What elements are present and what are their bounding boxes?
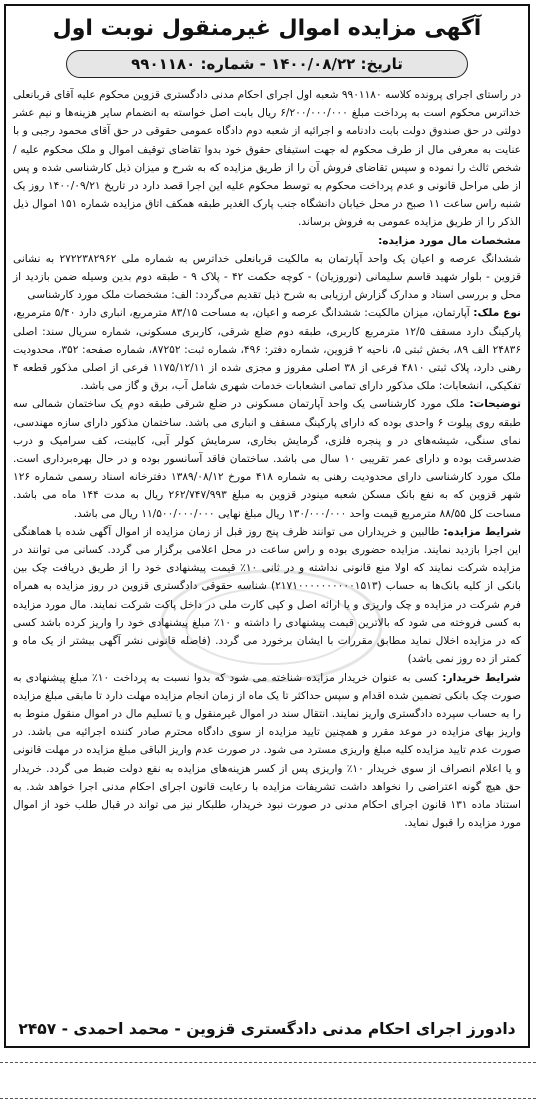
intro-paragraph: در راستای اجرای پرونده کلاسه ۹۹۰۱۱۸۰ شعبه اول اجرای احکام مدنی دادگستری قزوین محکوم علیه آقای قربانعلی خداترس محکوم است به پرداخت مبلغ ۶/۲۰۰/۰۰۰/۰۰۰ ریال بابت اصل خواسته به انضمام سایر هزینه‌ها و نیم عشر دولتی در حق صندوق دولت بابت دادنامه و اجرائیه از شعبه دوم دادگاه عمومی حقوقی در حق آقای محمود رجبی و با عنایت به معرفی مال از طرف محکوم له جهت استیفای حقوق خود بدوا تقاضای توقیف اموال و ملک محکوم علیه / شخص ثالث را نموده و سپس تقاضای فروش آن را از طریق مزایده که به شرح و میزان ذیل کارشناسی شده و پس از طی مراحل قانونی و عدم پرداخت محکوم به توسط محکوم علیه این اجرا قصد دارد در تاریخ ۱۴۰۰/۰۹/۲۱ روز یک شنبه راس ساعت ۱۱ صبح در محل خیابان دانشگاه جنب پارک الغدیر طبقه همکف اتاق مزایده شماره ۱۵۱ اموال ذیل الذکر را از طریق مزایده عمومی به فروش برساند. [13, 89, 522, 229]
description-text: ملک مورد کارشناسی یک واحد آپارتمان مسکونی در ضلع شرقی طبقه دوم یک ساختمان شمالی سه طبقه روی پیلوت ۶ واحدی بوده که دارای پارکینگ مسقف و انباری می باشد. ساختمان مذکور دارای سازه مهندسی، نمای سنگی، شیشه‌های در و پنجره فلزی، گرمایش بخاری، سرمایش کولر آبی، کابینت، کف سرامیک و درب ضدسرقت بوده و دارای عمر تقریبی ۱۰ سال می باشد. ساختمان فاقد آسانسور بوده و در حال بهره‌برداری است. ملک مورد کارشناسی دارای محدودیت رهنی به شماره ۴۱۸ مورخ ۱۳۸۹/۰۸/۱۲ دفترخانه اسناد رسمی شماره ۱۲۶ شهر قزوین که به نفع بانک مسکن شعبه مینودر قزوین به مبلغ ۲۶۲/۷۴۷/۹۹۳ ریال به مدت ۱۴۴ ماه می باشد. مساحت کل ۸۸/۵۵ مترمربع قیمت واحد ۱۳۰/۰۰۰/۰۰۰ ریال مبلغ نهایی ۱۱/۵۰۰/۰۰۰/۰۰۰ ریال می باشد. [13, 398, 522, 520]
cut-line-bottom [0, 1098, 536, 1099]
property-type-text: آپارتمان، میزان مالکیت: ششدانگ عرصه و اعیان، به مساحت ۸۳/۱۵ مترمربع، انباری دارد ۵/۴۰ مترمربع، پارکینگ دارد مسقف ۱۲/۵ مترمربع کاربری، طبقه دوم ضلع شرقی، کاربری مسکونی، شماره سریال سند: اصلی ۲۴۸۳۶ الف ۸۹، بخش ثبتی ۵، ناحیه ۲ قزوین، شماره دفتر: ۴۹۶، شماره ثبت: ۸۷۲۵۲، شماره صفحه: ۳۵۲، محدودیت رهنی دارد، پلاک ثبتی ۴۸۱۰ فرعی از ۳۸ اصلی مفروز و مجزی شده از ۱۱۷۵/۱۲/۱۱ فرعی از اصلی مذکور قطعه ۴ تفکیکی، انشعابات: ملک مذکور دارای تمامی انشعابات خدمات شهری شامل آب، برق و گاز می باشد. [13, 307, 522, 393]
property-type-paragraph [13, 304, 521, 395]
description-heading: توضیحات: [469, 398, 521, 411]
notice-title: آگهی مزایده اموال غیرمنقول نوبت اول [52, 16, 482, 41]
notice-footer-signature: دادورز اجرای احکام مدنی دادگستری قزوین - محمد احمدی - ۲۴۵۷ [18, 1020, 516, 1038]
buyer-heading: شرایط خریدار: [442, 671, 521, 684]
description-paragraph [13, 395, 521, 522]
conditions-heading: شرایط مزایده: [443, 525, 521, 538]
property-type-heading: نوع ملک: [473, 307, 521, 320]
auction-notice [4, 4, 530, 1048]
conditions-text: طالبین و خریداران می توانند ظرف پنج روز قبل از زمان مزایده از اموال آگهی شده با هماهنگی این اجرا بازدید نمایند. مزایده حضوری بوده و راس ساعت در محل اعلامی برگزار می گردد. کسانی می توانند در مزایده شرکت نمایند که اولا منع قانونی نداشته و در ثانی ۱۰٪ قیمت پیشنهادی خود را از طریق دریافت چک بین بانکی از کلیه بانک‌ها به حساب (۲۱۷۱۰۰۰۰۰۰۰۰۰۰۱۵۱۳) شناسه حقوقی دادگستری قزوین در روز مزایده به همراه فرم شرکت در مزایده و چک واریزی و یا ارائه اصل و کپی کارت ملی در داخل پاکت شرکت نمایند. مال مورد مزایده به کسی فروخته می شود که بالاترین قیمت پیشنهادی را داشته و ۱۰٪ مبلغ پیشنهادی خود را واریز کرده باشد کسی که در مزایده اخلال نماید مطابق مقررات با ایشان برخورد می گردد. (فاصله قانونی نشر آگهی بیشتر از یک ماه و کمتر از ده روز نمی باشد) [13, 525, 522, 666]
property-paragraph: ششدانگ عرصه و اعیان یک واحد آپارتمان به مالکیت قربانعلی خداترس به شماره ملی ۲۷۲۲۳۸۲۹۶۲ به نشانی قزوین - بلوار شهید قاسم سلیمانی (نوروزیان) - کوچه حکمت ۴۲ - پلاک ۹ - طبقه دوم بدین وسیله ضمن بازدید از محل و بررسی اسناد و مدارک گزارش ارزیابی به شرح ذیل تقدیم می‌گردد: الف: مشخصات ملک مورد کارشناسی [13, 252, 522, 302]
property-heading: مشخصات مال مورد مزایده: [378, 234, 521, 247]
notice-body [6, 86, 528, 832]
conditions-paragraph [13, 523, 521, 669]
cut-line-top [0, 1062, 536, 1063]
buyer-paragraph [13, 669, 521, 833]
date-number-line: تاریخ: ۱۴۰۰/۰۸/۲۲ - شماره: ۹۹۰۱۱۸۰ [66, 50, 468, 78]
buyer-text: کسی به عنوان خریدار مزایده شناخته می شود که بدوا نسبت به پرداخت ۱۰٪ مبلغ پیشنهادی به صورت چک بانکی تضمین شده اقدام و سپس حداکثر تا یک ماه از زمان انجام مزایده مهلت دارد تا مابقی مبلغ مزایده را به حساب سپرده دادگستری واریز نمایند. انتقال سند در اموال غیرمنقول و یا تسلیم مال در اموال منقول منوط به واریز بهای مزایده در موعد مقرر و همچنین تایید مزایده از سوی دادگاه محترم صادر کننده اجرائیه می باشد. در صورت عدم تایید مزایده کلیه مبلغ واریزی مسترد می شود. در صورت عدم واریز الباقی مبلغ مزایده در مهلت قانونی و یا اعلام انصراف از سوی خریدار ۱۰٪ واریزی پس از کسر هزینه‌های مزایده به نفع دولت ضبط می گردد. خریدار حق هیچ گونه اعتراضی را نخواهد داشت تشریفات مزایده با رعایت قانون اجرای احکام مدنی اجرا خواهد شد. به استناد ماده ۱۳۱ قانون اجرای احکام مدنی در صورت نبود خریدار، طلبکار نیز می تواند در قبال طلب خود از اموال مورد مزایده را قبول نماید. [13, 671, 521, 830]
